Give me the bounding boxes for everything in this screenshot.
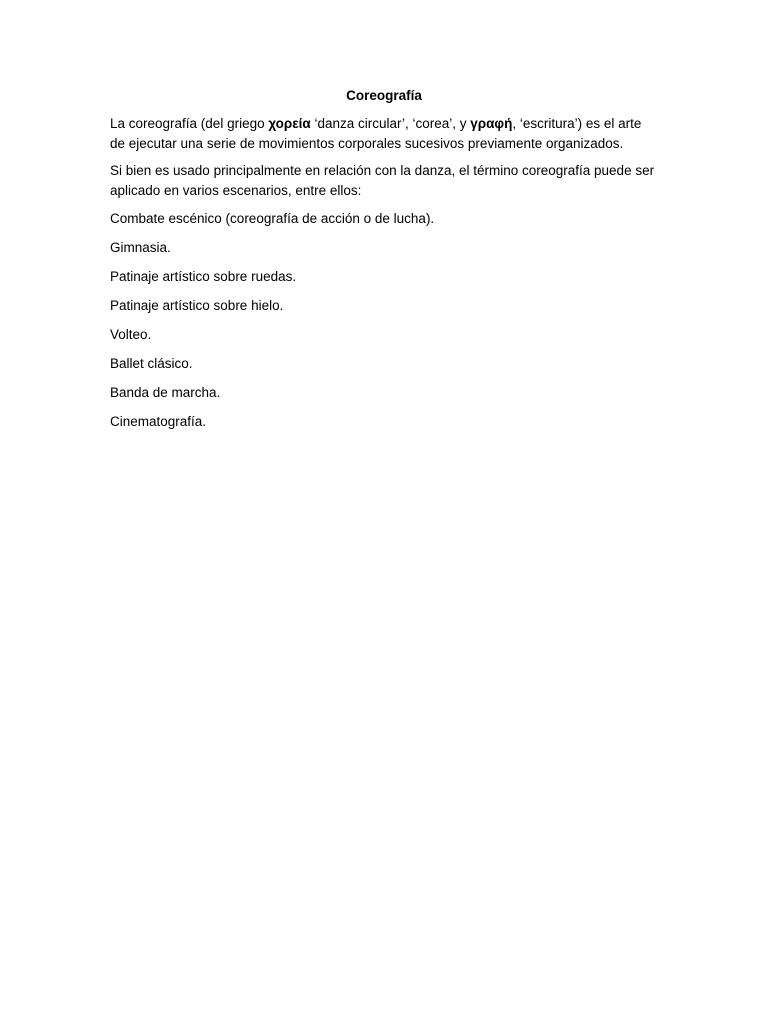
list-item: Gimnasia. [110, 240, 171, 255]
list-item: Cinematografía. [110, 414, 207, 429]
document-title: Coreografía [346, 88, 422, 103]
list-item: Patinaje artístico sobre ruedas. [110, 269, 297, 284]
greek-word-graphe: γραφή [470, 116, 513, 131]
greek-word-choreia: χορεία [268, 116, 311, 131]
document-body [110, 86, 658, 441]
list-item: Banda de marcha. [110, 385, 221, 400]
intro-text-3: , ‘escritura’) es el arte de ejecutar una serie de movimientos corporales sucesivos previamente organizados. [110, 116, 642, 151]
list-item: Patinaje artístico sobre hielo. [110, 298, 284, 313]
list-item: Volteo. [110, 327, 152, 342]
list-item: Ballet clásico. [110, 356, 193, 371]
intro-paragraph [110, 114, 658, 153]
list-item: Combate escénico (coreografía de acción o de lucha). [110, 211, 435, 226]
intro-text-2: ‘danza circular’, ‘corea’, y [310, 116, 471, 131]
scope-paragraph: Si bien es usado principalmente en relación con la danza, el término coreografía puede ser aplicado en varios escenarios, entre ellos: [110, 163, 655, 198]
intro-text-1: La coreografía (del griego [110, 116, 269, 131]
